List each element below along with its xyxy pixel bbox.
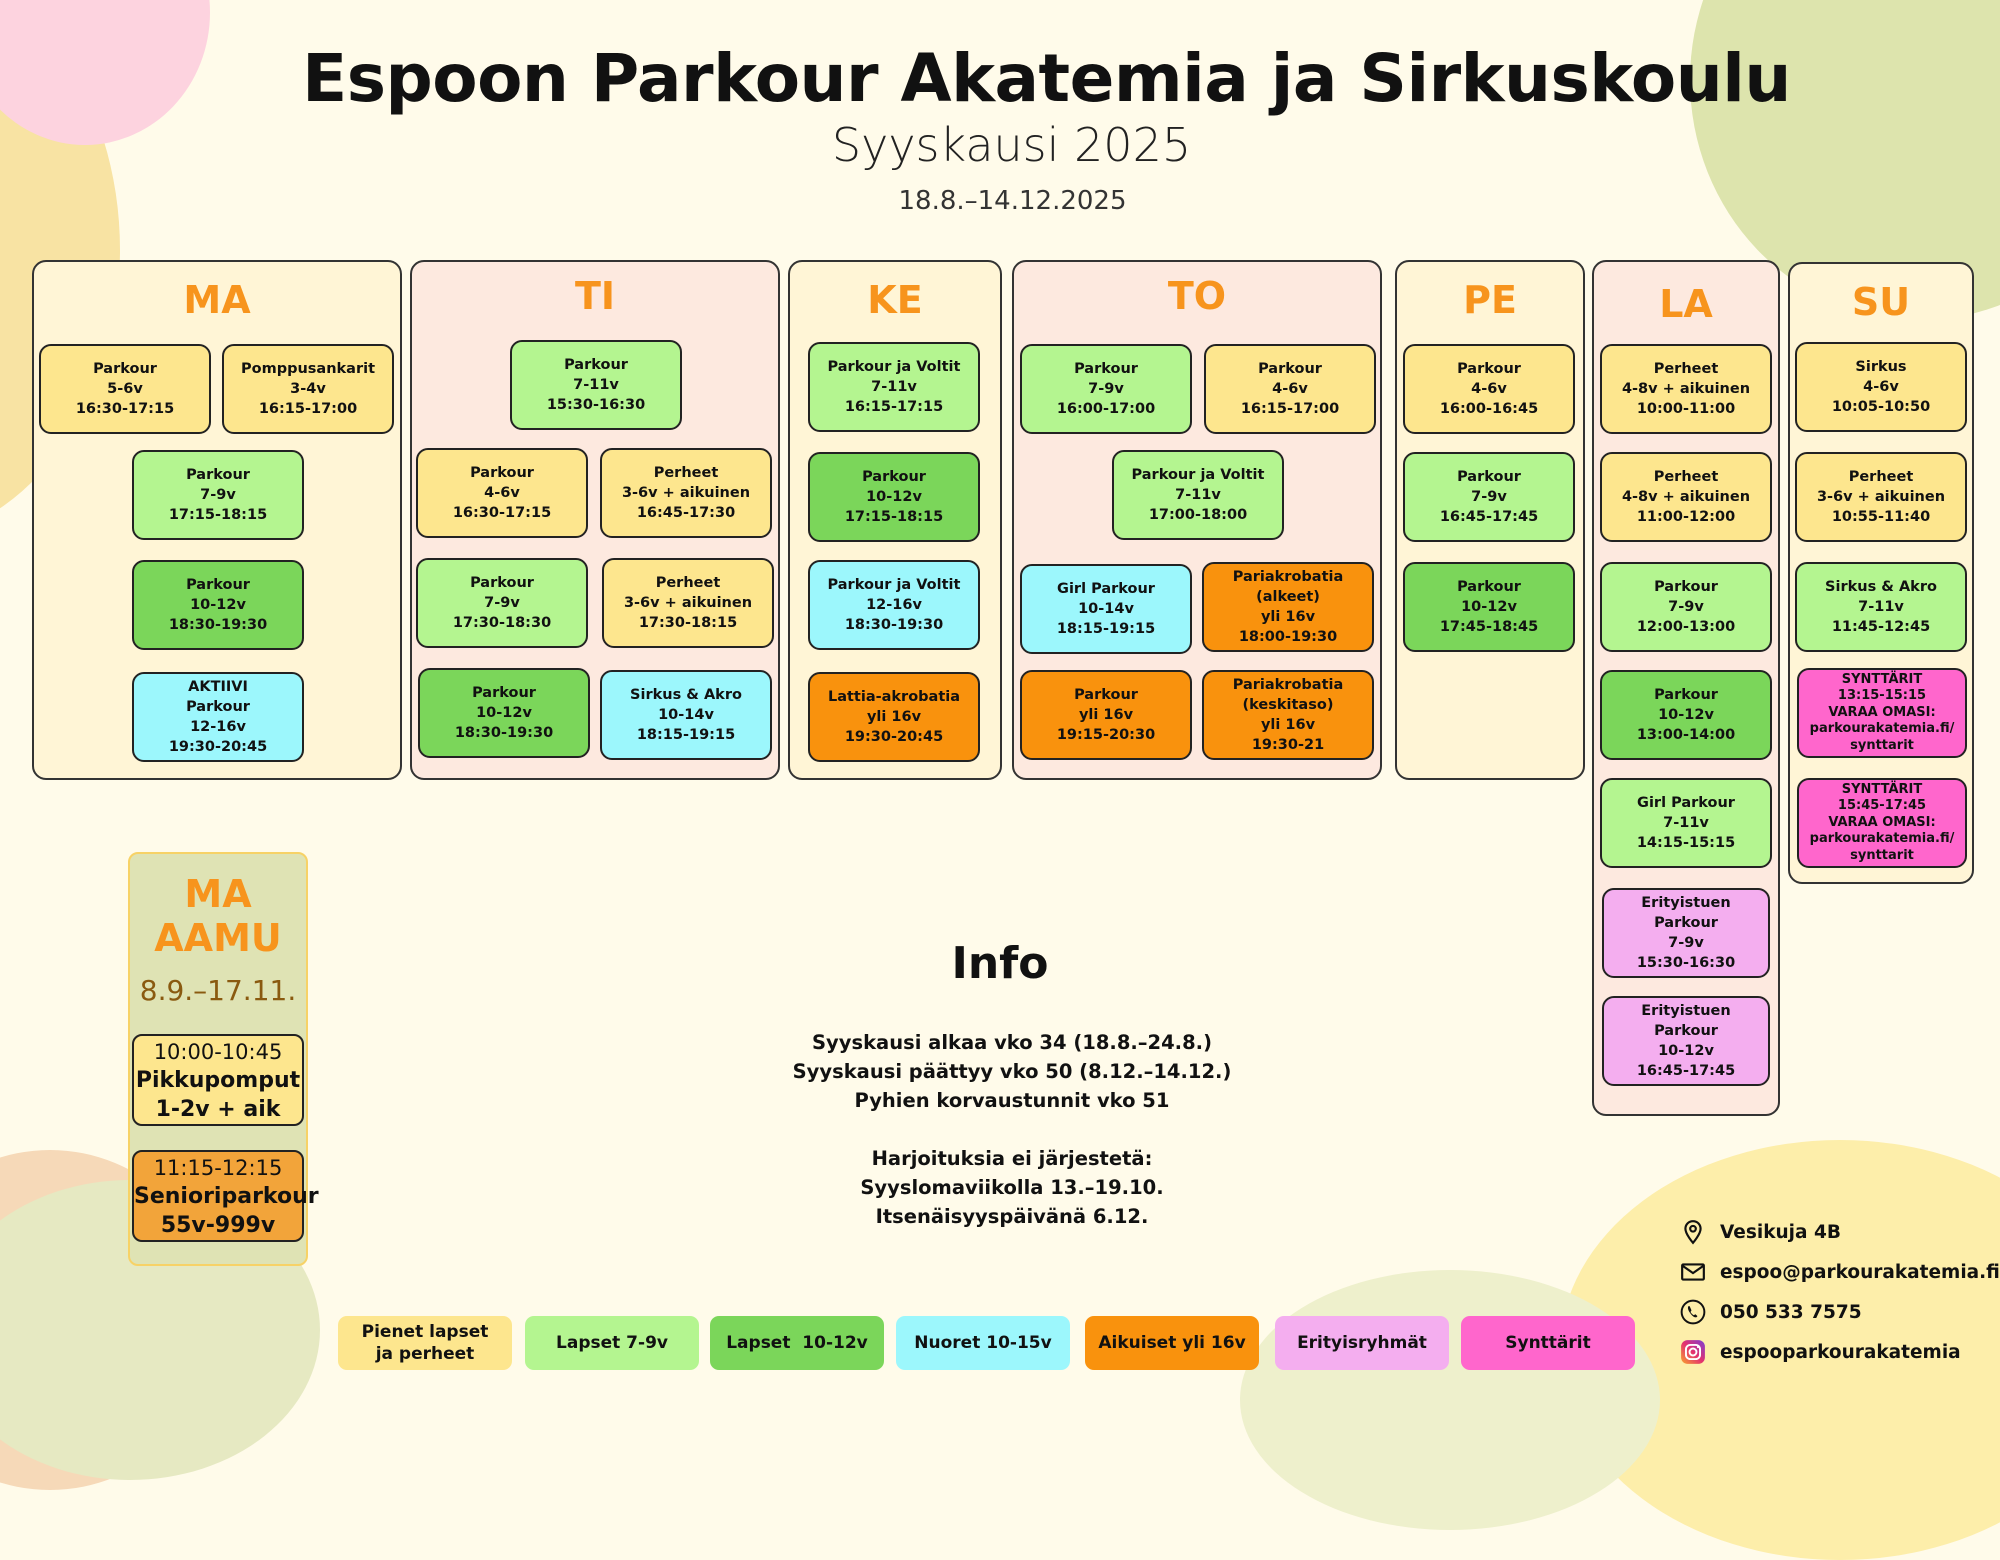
class-card: Parkour yli 16v 19:15-20:30 <box>1020 670 1192 760</box>
contact-address: Vesikuja 4B <box>1680 1219 1841 1245</box>
class-card: Parkour 7-11v 15:30-16:30 <box>510 340 682 430</box>
class-card: Erityistuen Parkour 7-9v 15:30-16:30 <box>1602 888 1770 978</box>
legend-adults: Aikuiset yli 16v <box>1085 1316 1259 1370</box>
class-card: Sirkus & Akro 7-11v 11:45-12:45 <box>1795 562 1967 652</box>
day-title-ma: MA <box>183 278 251 322</box>
contact-instagram[interactable]: espooparkourakatemia <box>1680 1339 1961 1365</box>
class-card: Parkour ja Voltit 7-11v 17:00-18:00 <box>1112 450 1284 540</box>
morning-class-card: 11:15-12:15 Senioriparkour 55v-999v <box>132 1150 304 1242</box>
day-title-la: LA <box>1659 282 1713 326</box>
class-card: Parkour 10-12v 17:45-18:45 <box>1403 562 1575 652</box>
day-column-ke <box>788 260 1002 780</box>
bg-blob-green-bottom-mid <box>1240 1270 1660 1530</box>
class-card: Perheet 3-6v + aikuinen 10:55-11:40 <box>1795 452 1967 542</box>
class-card: Perheet 4-8v + aikuinen 11:00-12:00 <box>1600 452 1772 542</box>
class-card: Parkour 7-9v 17:15-18:15 <box>132 450 304 540</box>
class-card: Parkour 7-9v 17:30-18:30 <box>416 558 588 648</box>
class-card: Sirkus 4-6v 10:05-10:50 <box>1795 342 1967 432</box>
class-card: Girl Parkour 7-11v 14:15-15:15 <box>1600 778 1772 868</box>
legend-children-10-12: Lapset 10-12v <box>710 1316 884 1370</box>
class-card: Parkour ja Voltit 7-11v 16:15-17:15 <box>808 342 980 432</box>
monday-morning-panel <box>128 852 319 1266</box>
day-title-pe: PE <box>1463 278 1517 322</box>
phone-icon <box>1680 1299 1706 1325</box>
day-title-ke: KE <box>867 278 923 322</box>
class-card: Parkour 10-12v 18:30-19:30 <box>418 668 590 758</box>
day-column-la <box>1592 260 1780 1116</box>
class-card: Perheet 3-6v + aikuinen 16:45-17:30 <box>600 448 772 538</box>
day-column-pe <box>1395 260 1585 780</box>
info-heading: Info <box>951 938 1049 989</box>
instagram-icon <box>1680 1339 1706 1365</box>
class-card: Perheet 3-6v + aikuinen 17:30-18:15 <box>602 558 774 648</box>
day-title-ti: TI <box>574 274 616 318</box>
class-card: Parkour 10-12v 17:15-18:15 <box>808 452 980 542</box>
class-card: Girl Parkour 10-14v 18:15-19:15 <box>1020 564 1192 654</box>
class-card: Erityistuen Parkour 10-12v 16:45-17:45 <box>1602 996 1770 1086</box>
class-card: Parkour 4-6v 16:15-17:00 <box>1204 344 1376 434</box>
class-card: Pariakrobatia (keskitaso) yli 16v 19:30-21 <box>1202 670 1374 760</box>
class-card: Lattia-akrobatia yli 16v 19:30-20:45 <box>808 672 980 762</box>
page-title: Espoon Parkour Akatemia ja Sirkuskoulu <box>302 40 1791 117</box>
class-card: Pariakrobatia (alkeet) yli 16v 18:00-19:30 <box>1202 562 1374 652</box>
legend-youth: Nuoret 10-15v <box>896 1316 1070 1370</box>
class-card: Parkour ja Voltit 12-16v 18:30-19:30 <box>808 560 980 650</box>
location-pin-icon <box>1680 1219 1706 1245</box>
season-subtitle: Syyskausi 2025 <box>831 118 1192 172</box>
class-card: Parkour 5-6v 16:30-17:15 <box>39 344 211 434</box>
class-card: Parkour 7-9v 16:45-17:45 <box>1403 452 1575 542</box>
class-card: Parkour 4-6v 16:30-17:15 <box>416 448 588 538</box>
day-column-ti <box>410 260 780 780</box>
contact-phone[interactable]: 050 533 7575 <box>1680 1299 1862 1325</box>
legend-special-groups: Erityisryhmät <box>1275 1316 1449 1370</box>
day-column-ma <box>32 260 402 780</box>
day-title-su: SU <box>1851 280 1911 324</box>
class-card: Parkour 7-9v 16:00-17:00 <box>1020 344 1192 434</box>
season-dates: 18.8.–14.12.2025 <box>898 186 1127 216</box>
class-card: Parkour 4-6v 16:00-16:45 <box>1403 344 1575 434</box>
class-card: Pomppusankarit 3-4v 16:15-17:00 <box>222 344 394 434</box>
legend-children-7-9: Lapset 7-9v <box>525 1316 699 1370</box>
morning-dates: 8.9.–17.11. <box>139 974 297 1007</box>
class-card: Parkour 7-9v 12:00-13:00 <box>1600 562 1772 652</box>
day-column-to <box>1012 260 1382 780</box>
contact-email[interactable]: espoo@parkourakatemia.fi <box>1680 1259 2000 1285</box>
morning-class-card: 10:00-10:45 Pikkupomput 1-2v + aik <box>132 1034 304 1126</box>
morning-title: MA AAMU <box>154 872 282 960</box>
class-card: AKTIIVI Parkour 12-16v 19:30-20:45 <box>132 672 304 762</box>
class-card: Parkour 10-12v 13:00-14:00 <box>1600 670 1772 760</box>
day-column-su <box>1788 262 1974 884</box>
mail-icon <box>1680 1259 1706 1285</box>
class-card: Perheet 4-8v + aikuinen 10:00-11:00 <box>1600 344 1772 434</box>
info-text: Syyskausi alkaa vko 34 (18.8.–24.8.) Syyskausi päättyy vko 50 (8.12.–14.12.) Pyhien korvaustunnit vko 51 Harjoituksia ei järjestetä: Syyslomaviikolla 13.–19.10. Itsenäisyyspäivänä 6.12. <box>792 1031 1232 1228</box>
class-card: Parkour 10-12v 18:30-19:30 <box>132 560 304 650</box>
legend-birthdays: Synttärit <box>1461 1316 1635 1370</box>
day-title-to: TO <box>1167 274 1227 318</box>
class-card: Sirkus & Akro 10-14v 18:15-19:15 <box>600 670 772 760</box>
legend-small-children: Pienet lapset ja perheet <box>338 1316 512 1370</box>
birthday-card: SYNTTÄRIT 13:15-15:15 VARAA OMASI: parkourakatemia.fi/ synttarit <box>1797 668 1967 758</box>
birthday-card: SYNTTÄRIT 15:45-17:45 VARAA OMASI: parkourakatemia.fi/ synttarit <box>1797 778 1967 868</box>
